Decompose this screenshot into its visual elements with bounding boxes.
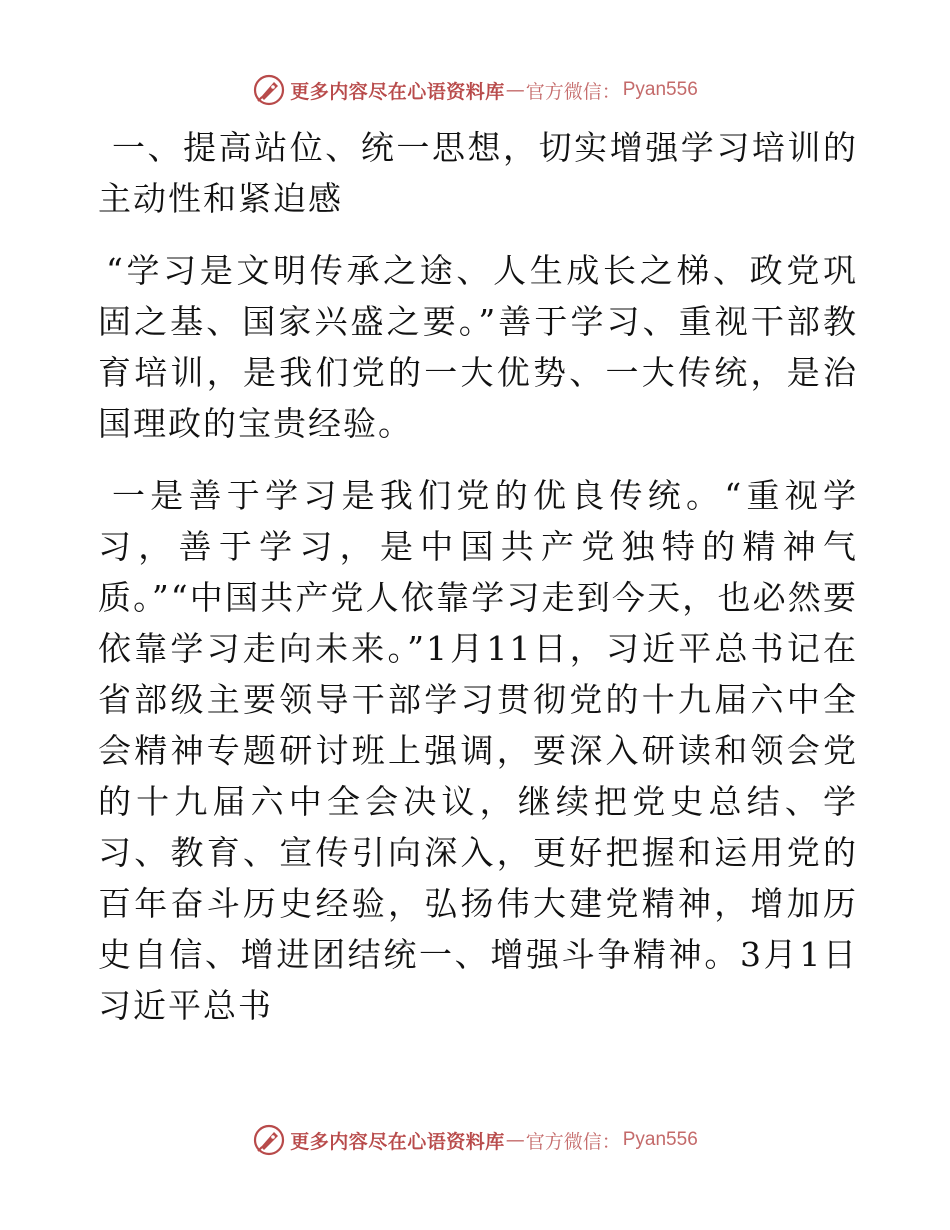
section-heading: 一、提高站位、统一思想，切实增强学习培训的主动性和紧迫感: [98, 128, 858, 218]
pen-nib-logo-icon: [252, 1123, 286, 1157]
watermark-wechat-label: 官方微信：: [525, 80, 621, 103]
watermark-wechat-id: Pyan556: [622, 79, 698, 100]
watermark-brand: 更多内容尽在心语资料库: [290, 1130, 505, 1153]
paragraph-1: “学习是文明传承之途、人生成长之梯、政党巩固之基、国家兴盛之要。”善于学习、重视干部教育培训，是我们党的一大优势、一大传统，是治国理政的宝贵经验。: [98, 251, 858, 443]
watermark-separator: —: [505, 1129, 525, 1151]
header-watermark: [0, 70, 950, 110]
footer-watermark: [0, 1120, 950, 1160]
watermark-wechat-id: Pyan556: [622, 1129, 698, 1150]
paragraph-2: 一是善于学习是我们党的优良传统。“重视学习，善于学习，是中国共产党独特的精神气质。”“中国共产党人依靠学习走到今天，也必然要依靠学习走向未来。”1月11日，习近平总书记在省部级主要领导干部学习贯彻党的十九届六中全会精神专题研讨班上强调，要深入研读和领会党的十九届六中全会决议，继续把党史总结、学习、教育、宣传引向深入，更好把握和运用党的百年奋斗历史经验，弘扬伟大建党精神，增加历史自信、增进团结统一、增强斗争精神。3月1日习近平总书: [98, 476, 858, 1025]
watermark-separator: —: [505, 79, 525, 101]
watermark-brand: 更多内容尽在心语资料库: [290, 80, 505, 103]
document-body: [98, 122, 858, 1052]
pen-nib-logo-icon: [252, 73, 286, 107]
watermark-wechat-label: 官方微信：: [525, 1130, 621, 1153]
